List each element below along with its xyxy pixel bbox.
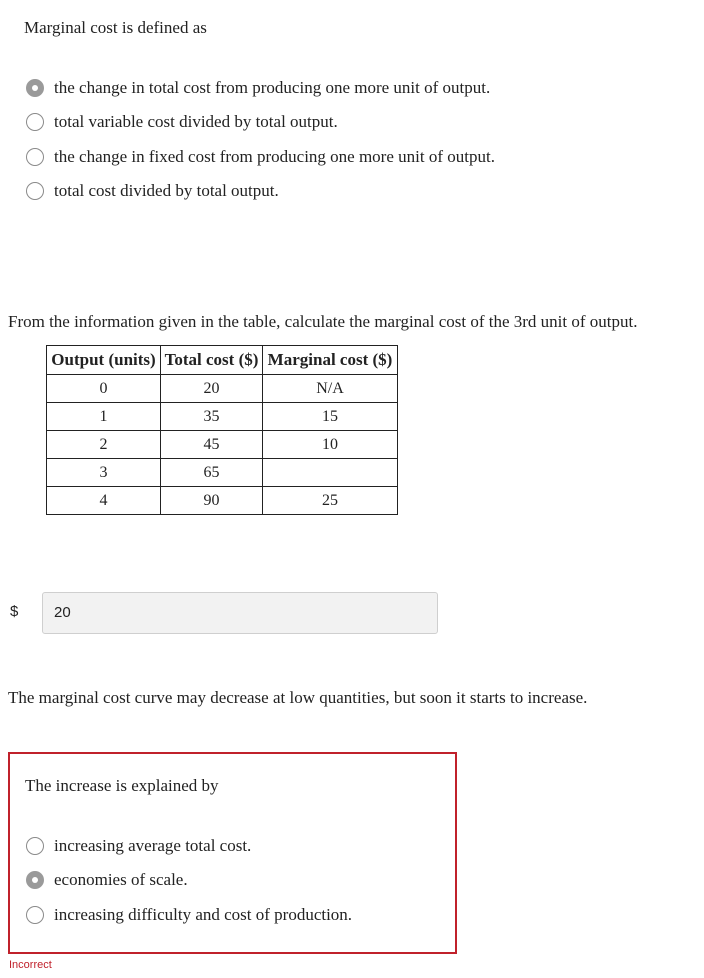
- table-cell: 1: [47, 403, 161, 431]
- q1-option-2[interactable]: [26, 145, 495, 169]
- radio-selected-icon[interactable]: [26, 871, 44, 889]
- marginal-cost-table: [46, 345, 398, 515]
- table-cell: 3: [47, 459, 161, 487]
- table-cell: 65: [161, 459, 263, 487]
- q3-option-label: increasing average total cost.: [54, 836, 252, 855]
- table-row: [47, 459, 398, 487]
- table-cell: 15: [263, 403, 398, 431]
- radio-icon[interactable]: [26, 906, 44, 924]
- q3-statement: The marginal cost curve may decrease at low quantities, but soon it starts to increase.: [8, 688, 588, 707]
- table-cell: 2: [47, 431, 161, 459]
- column-header: Output (units): [47, 346, 161, 375]
- q3-option-1[interactable]: [26, 868, 188, 892]
- table-header-row: [47, 346, 398, 375]
- radio-icon[interactable]: [26, 182, 44, 200]
- radio-icon[interactable]: [26, 148, 44, 166]
- radio-icon[interactable]: [26, 113, 44, 131]
- q1-option-label: total variable cost divided by total output.: [54, 112, 338, 131]
- q1-option-1[interactable]: [26, 110, 338, 134]
- radio-selected-icon[interactable]: [26, 79, 44, 97]
- table-cell: N/A: [263, 375, 398, 403]
- answer-input[interactable]: 20: [42, 592, 438, 634]
- radio-icon[interactable]: [26, 837, 44, 855]
- table-row: [47, 431, 398, 459]
- q3-option-0[interactable]: [26, 834, 251, 858]
- table-cell: 25: [263, 487, 398, 515]
- table-cell: 35: [161, 403, 263, 431]
- q1-option-0[interactable]: [26, 76, 490, 100]
- q1-option-3[interactable]: [26, 179, 279, 203]
- table-cell: 90: [161, 487, 263, 515]
- column-header: Marginal cost ($): [263, 346, 398, 375]
- currency-symbol: $: [10, 603, 19, 620]
- table-cell: 0: [47, 375, 161, 403]
- q3-option-2[interactable]: [26, 903, 352, 927]
- q2-prompt: From the information given in the table, calculate the marginal cost of the 3rd unit of output.: [8, 312, 638, 331]
- q3-option-label: increasing difficulty and cost of production.: [54, 905, 353, 924]
- column-header: Total cost ($): [161, 346, 263, 375]
- table-row: [47, 487, 398, 515]
- q1-option-label: the change in fixed cost from producing one more unit of output.: [54, 147, 495, 166]
- table-cell: 20: [161, 375, 263, 403]
- incorrect-status: Incorrect: [9, 959, 52, 971]
- table-cell: 45: [161, 431, 263, 459]
- table-cell: 4: [47, 487, 161, 515]
- q3-prompt: The increase is explained by: [25, 776, 219, 795]
- q1-option-label: the change in total cost from producing one more unit of output.: [54, 78, 491, 97]
- table-cell: 10: [263, 431, 398, 459]
- q3-option-label: economies of scale.: [54, 870, 188, 889]
- table-row: [47, 375, 398, 403]
- q1-option-label: total cost divided by total output.: [54, 181, 279, 200]
- q1-prompt: Marginal cost is defined as: [24, 18, 207, 37]
- table-row: [47, 403, 398, 431]
- table-cell: [263, 459, 398, 487]
